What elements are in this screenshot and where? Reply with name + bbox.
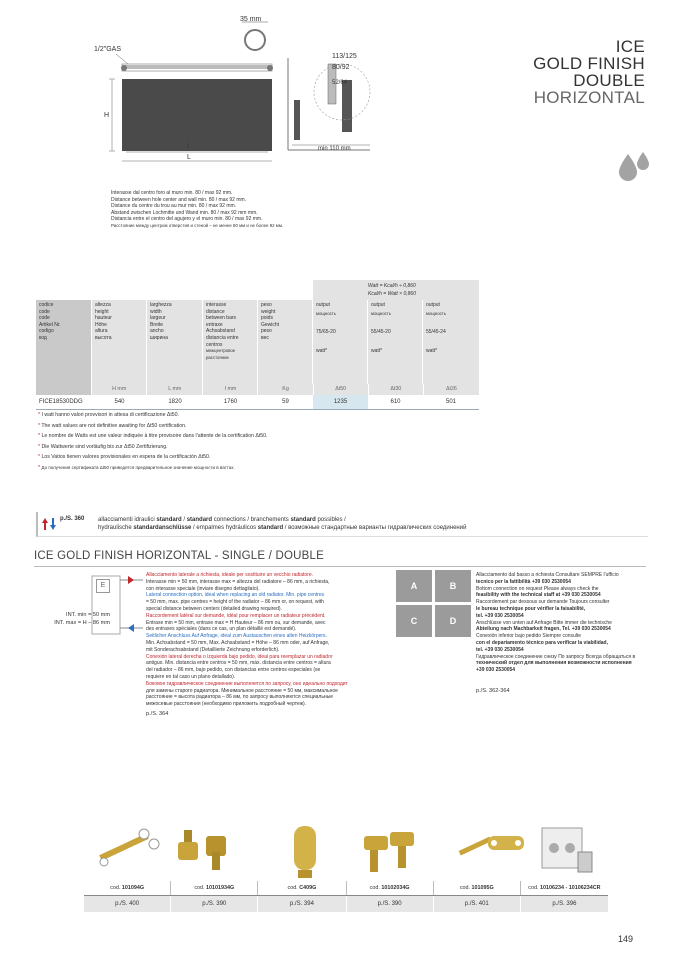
text-line: для замены старого радиатора. Минимальное расстояние = 50 мм, максимальное bbox=[146, 687, 338, 694]
text-line: mit Sonderachsabstand (Detaillierte Zeichnung erforderlich). bbox=[146, 646, 280, 653]
hdr: centros bbox=[206, 341, 223, 348]
text-line: con interasse speciale (inviare disegno dettagliato). bbox=[146, 585, 260, 592]
thermostatic-head-icon bbox=[294, 826, 316, 878]
hdr: 55/45-20 bbox=[371, 329, 391, 336]
t: possibles / bbox=[315, 517, 346, 523]
col-output-3-header bbox=[423, 300, 479, 384]
text-line: Anschlüsse von unten auf Anfrage Bitte immer die technische bbox=[476, 619, 612, 626]
t: 101094G bbox=[121, 885, 145, 891]
text-line: = 50 mm, max. pipe centres = height of the radiator – 86 mm or, on request, with bbox=[146, 599, 324, 606]
acc-page[interactable]: p./S. 390 bbox=[170, 896, 257, 912]
note-line: Distance between hole center and wall min. 80 / max 92 mm. bbox=[111, 196, 247, 203]
hdr: мощность bbox=[316, 310, 336, 316]
hdr: ancho bbox=[150, 328, 164, 335]
row-output-1: 1235 bbox=[313, 395, 368, 409]
t: 10106234 - 10106234CR bbox=[539, 885, 601, 891]
accessory-table bbox=[84, 881, 608, 911]
t: / возможные стандартные варианты гидравлических соединений bbox=[283, 525, 467, 531]
hdr: peso bbox=[261, 302, 272, 308]
hdr: Höhe bbox=[95, 321, 107, 328]
text-line: Raccordement par dessous sur demande Toujours consulter bbox=[476, 599, 610, 606]
unit-kg: Kg bbox=[258, 384, 313, 395]
unit-l: L mm bbox=[147, 384, 203, 395]
footnote: * Le nombre de Watts est une valeur indiquée à titre provisoire dans l'attente de la certification Δt50. bbox=[38, 433, 268, 440]
col-code-header bbox=[36, 300, 92, 384]
text-line: tel. +39 030 2530054 bbox=[476, 646, 524, 653]
hdr: код bbox=[39, 334, 47, 341]
text-line: le bureau technique pour vérifier la faisabilité, bbox=[476, 605, 586, 612]
hdr: Gewicht bbox=[261, 321, 280, 328]
dim-52-64: 52/64 bbox=[332, 80, 348, 86]
interaxis-label: I bbox=[187, 143, 189, 150]
unit-dt26: Δt26 bbox=[424, 384, 479, 395]
row-i: 1760 bbox=[223, 399, 238, 405]
height-label: H bbox=[104, 112, 110, 119]
connections-page-ref[interactable]: p./S. 360 bbox=[60, 516, 85, 522]
hdr: distance bbox=[206, 308, 225, 315]
text-line: Conexión lateral derecha o izquierda bajo pedido, ideal para reemplazar un radiador bbox=[146, 653, 333, 660]
int-labels bbox=[54, 611, 110, 627]
side-connection-text bbox=[146, 572, 376, 708]
int-min: INT. min = 50 mm bbox=[66, 612, 110, 618]
hdr: высота bbox=[95, 334, 112, 341]
min-110-label: min 110 mm bbox=[318, 146, 351, 152]
hdr: entraxe bbox=[206, 321, 223, 328]
acc-code bbox=[346, 881, 433, 895]
unit-i: I mm bbox=[203, 384, 258, 395]
hdr: watt* bbox=[371, 347, 383, 354]
t: cod. bbox=[459, 885, 472, 891]
section-title: ICE GOLD FINISH HORIZONTAL - SINGLE / DOUBLE bbox=[34, 550, 324, 562]
hdr: weight bbox=[261, 308, 276, 315]
text-line: Abteilung nach Machbarkeit fragen, Tel. +39 030 2530054 bbox=[476, 626, 611, 633]
t: allacciamenti idraulici bbox=[98, 517, 157, 523]
col-interaxis-header bbox=[203, 300, 258, 384]
text-line: Seitlicher Anschluss Auf Anfrage, ideal zum Austauschen eines alten Heizkörpers. bbox=[146, 633, 327, 640]
hdr: Breite bbox=[150, 321, 164, 328]
t: cod. bbox=[110, 885, 122, 891]
dim-80-92: 80/92 bbox=[332, 64, 350, 71]
watt-note-1: Watt = Kcal/h ÷ 0,860 bbox=[368, 283, 416, 289]
t: standard bbox=[156, 517, 182, 523]
col-height-header bbox=[92, 300, 147, 384]
footnote: * I watt hanno valori provvisori in attesa di certificazione Δt50. bbox=[38, 412, 180, 418]
hdr: altura bbox=[95, 328, 108, 335]
hdr: output bbox=[371, 302, 385, 308]
hdr: 55/45-24 bbox=[426, 329, 446, 336]
text-line: Conexión inferior bajo pedido Siempre consulte bbox=[476, 633, 582, 640]
text-line: con el departamento técnico para verificar la viabilidad, bbox=[476, 639, 608, 646]
title-subtitle: HORIZONTAL bbox=[533, 88, 645, 107]
text-line: расстояние = высота радиатора – 86 мм, по запросу выполняются специальные bbox=[146, 694, 334, 701]
hdr: poids bbox=[261, 315, 273, 322]
unit-dt50: Δt50 bbox=[314, 384, 369, 395]
interaxis-notes bbox=[111, 190, 283, 230]
row-h: 540 bbox=[114, 399, 125, 405]
text-line: des entraxes spéciales (dans ce cas, un plan détaillé est demandé). bbox=[146, 626, 297, 633]
text-line: special distance between centers (detailed drawing required). bbox=[146, 605, 282, 612]
gas-label: 1/2"GAS bbox=[94, 46, 121, 53]
hdr: Artikel Nr. bbox=[39, 321, 61, 328]
t: cod. bbox=[194, 885, 206, 891]
t: 10102034G bbox=[381, 885, 410, 891]
hdr: width bbox=[150, 308, 162, 315]
int-max: INT. max = H – 86 mm bbox=[54, 620, 110, 626]
text-line: Allacciamento dal basso a richiesta Consultare SEMPRE l'ufficio bbox=[476, 572, 619, 578]
hdr: peso bbox=[261, 328, 272, 335]
text-line: межосевые расстояния (необходимо приложить подробный чертеж). bbox=[146, 701, 307, 708]
hdr: output bbox=[316, 302, 330, 308]
tab-d[interactable]: D bbox=[435, 605, 471, 637]
hdr: межцентровое bbox=[206, 348, 236, 354]
col-output-2-header bbox=[368, 300, 423, 384]
text-line: Гидравлическое соединение снизу По запросу Всегда обращаться в bbox=[476, 653, 636, 660]
text-line: +39 030 2530054 bbox=[476, 667, 516, 674]
hdr: altezza bbox=[95, 302, 111, 308]
angle-valve-icon bbox=[178, 830, 226, 870]
unit-h: H mm bbox=[92, 384, 147, 395]
t: connections / branchements bbox=[212, 517, 291, 523]
text-line: Allacciamento laterale a richiesta, ideale per sostituire un vecchio radiatore. bbox=[146, 572, 314, 578]
t: 10101934G bbox=[206, 885, 235, 891]
note-line: Abstand zwischen Lochmitte und Wand min. 80 / max 92 mm mm. bbox=[111, 209, 258, 216]
units-row bbox=[36, 384, 479, 395]
tab-a[interactable]: A bbox=[396, 570, 432, 602]
footnotes bbox=[38, 410, 267, 474]
dim-113-125: 113/125 bbox=[332, 53, 357, 60]
side-page-ref[interactable]: p./S. 364 bbox=[146, 711, 169, 717]
abcd-tabs bbox=[396, 570, 471, 637]
wall-bracket-icon bbox=[542, 828, 592, 872]
t: standardanschlüsse bbox=[133, 525, 192, 531]
text-line: Lateral connection option, ideal when replacing an old radiator. Min. pipe centres bbox=[146, 592, 325, 599]
title-line-3: DOUBLE bbox=[573, 71, 645, 90]
hdr: codice bbox=[39, 302, 54, 308]
hdr: largeur bbox=[150, 315, 166, 322]
note-line: Distancia entre el centro del agujero y el muro min. 80 / max 92 mm. bbox=[111, 216, 263, 223]
acc-page[interactable]: p./S. 390 bbox=[346, 896, 433, 912]
text-line: tecnico per la fattibilità +39 030 2530054 bbox=[476, 578, 571, 585]
text-line: feasibility with the technical staff at +39 030 2530054 bbox=[476, 592, 601, 599]
title-line-1: ICE bbox=[615, 37, 645, 56]
t: C409G bbox=[299, 885, 317, 891]
text-line: tel. +39 030 2530054 bbox=[476, 612, 524, 619]
connections-strip bbox=[36, 512, 648, 537]
t: cod. bbox=[528, 885, 540, 891]
hdr: output bbox=[426, 302, 440, 308]
hdr: interasse bbox=[206, 302, 227, 308]
accessory-codes-row bbox=[84, 881, 608, 896]
hdr: height bbox=[95, 308, 109, 315]
acc-code bbox=[520, 881, 608, 895]
hdr: мощность bbox=[426, 310, 446, 316]
flow-arrows-icon bbox=[41, 516, 57, 532]
tab-b[interactable]: B bbox=[435, 570, 471, 602]
hdr: 75/65-20 bbox=[316, 329, 336, 336]
footnote-text: The watt values are not definitive awaiting for Δt50 certification. bbox=[41, 422, 187, 429]
t: / empalmes hydráulicos bbox=[191, 525, 258, 531]
acc-page[interactable]: p./S. 396 bbox=[520, 896, 608, 912]
dim-35mm: 35 mm bbox=[240, 16, 262, 23]
unit-dt30: Δt30 bbox=[369, 384, 424, 395]
row-l: 1820 bbox=[168, 399, 182, 405]
hdr: ширина bbox=[150, 334, 168, 341]
valve-set-icon bbox=[364, 832, 414, 872]
bottom-connection-text bbox=[476, 572, 656, 674]
t: cod. bbox=[369, 885, 382, 891]
title-line-2: GOLD FINISH bbox=[533, 54, 645, 73]
hdr: вес bbox=[261, 334, 269, 341]
text-line: Bottom connection on request Please always check the bbox=[476, 585, 599, 592]
hdr: distancia entre bbox=[206, 334, 239, 341]
acc-code bbox=[433, 881, 520, 895]
footnote-text: I watt hanno valori provvisori in attesa di certificazione Δt50. bbox=[41, 412, 180, 418]
text-line: requiere en tal caso un plano detallado). bbox=[146, 673, 236, 680]
footnote: * Los Vatios tienen valores provisionales en espera de la certificación Δt50. bbox=[38, 454, 211, 461]
text-line: antiguo. Min. distancia entre centros = 50 mm, máx. distancia entre centros = altura bbox=[146, 660, 331, 667]
accessory-pages-row bbox=[84, 896, 608, 912]
hdr: Achsabstand bbox=[206, 328, 235, 335]
tab-c[interactable]: C bbox=[396, 605, 432, 637]
text-line: del radiador – 86 mm, bajo pedido, con distancias entre centros especiales (se bbox=[146, 667, 321, 674]
t: standard bbox=[186, 517, 213, 523]
text-line: Боковое гидравлическое соединение выполняется по запросу, оно идеально подходит bbox=[146, 680, 348, 687]
hdr: watt* bbox=[426, 347, 438, 354]
hdr: larghezza bbox=[150, 302, 172, 308]
t: hydraulische bbox=[98, 525, 134, 531]
footnote: * До получения сертификата Δt50 приводятся предварительное значение мощности в ваттах. bbox=[38, 464, 235, 471]
bottom-page-ref[interactable]: p./S. 362-364 bbox=[476, 688, 510, 694]
water-drops-icon bbox=[615, 150, 651, 186]
extension-kit-icon bbox=[459, 836, 524, 855]
t: / bbox=[181, 517, 187, 523]
t: standard bbox=[290, 517, 316, 523]
col-width-header bbox=[147, 300, 203, 384]
hdr: мощность bbox=[371, 310, 391, 316]
hdr: code bbox=[39, 315, 50, 322]
row-output-2: 610 bbox=[390, 399, 401, 405]
hdr: between bars bbox=[206, 315, 237, 322]
acc-code bbox=[257, 881, 345, 895]
footnote-text: До получения сертификата Δt50 приводятся предварительное значение мощности в ваттах. bbox=[41, 464, 235, 470]
t: 101095G bbox=[471, 885, 494, 891]
footnote-text: Die Wattwerte sind vorläufig bis zur Δt50 Zertifizierung. bbox=[41, 443, 168, 450]
table-row bbox=[36, 395, 479, 410]
accessory-images bbox=[84, 822, 608, 882]
text-line: Entraxe min = 50 mm, entraxe max = H Hauteur – 86 mm ou, sur demande, avec bbox=[146, 619, 326, 626]
row-code: FICE18530DDG bbox=[39, 399, 83, 405]
acc-page[interactable]: p./S. 400 bbox=[115, 901, 140, 907]
text-line: Raccordement latéral sur demande, idéal pour remplacer un radiateur précédent. bbox=[146, 612, 326, 619]
hdr: codigo bbox=[39, 328, 54, 335]
col-output-1-header bbox=[313, 300, 368, 384]
length-label: L bbox=[187, 154, 191, 161]
spec-table bbox=[36, 300, 479, 410]
note-line: Distance du centre du trou au mur min. 80 / max 92 mm. bbox=[111, 203, 237, 210]
footnote-text: Los Vatios tienen valores provisionales en espera de la certificación Δt50. bbox=[41, 454, 211, 461]
text-line: Min. Achsabstand = 50 mm, Max. Achsabstand = Höhe – 86 mm oder, auf Anfrage, bbox=[146, 639, 330, 646]
note-line: Interasse dal centro foro al muro min. 80 / max 92 mm. bbox=[111, 190, 233, 196]
note-line: Расстояние между центром отверстия и стеной – не менее 80 мм и не более 92 мм. bbox=[111, 222, 284, 228]
acc-code bbox=[84, 881, 170, 895]
text-line: Interasse min = 50 mm, interasse max = altezza del radiatore – 86 mm, a richiesta, bbox=[146, 578, 330, 585]
valve-kit-icon bbox=[99, 829, 159, 866]
footnote-text: Le nombre de Watts est une valeur indiquée à titre provisoire dans l'attente de la certification Δt50. bbox=[41, 433, 268, 440]
connections-text bbox=[98, 516, 466, 532]
hdr: watt* bbox=[316, 347, 328, 354]
e-label: E bbox=[96, 579, 110, 593]
acc-page[interactable]: p./S. 394 bbox=[257, 896, 345, 912]
col-weight-header bbox=[258, 300, 313, 384]
hdr: расстояние bbox=[206, 354, 229, 360]
acc-code bbox=[170, 881, 257, 895]
row-output-3: 501 bbox=[445, 399, 456, 405]
text-line: технический отдел для выполнения возможности исполнения bbox=[476, 660, 632, 667]
footnote: * Die Wattwerte sind vorläufig bis zur Δt50 Zertifizierung. bbox=[38, 443, 168, 450]
page-number: 149 bbox=[618, 934, 634, 944]
row-kg: 59 bbox=[282, 399, 289, 405]
t: standard bbox=[257, 525, 284, 531]
acc-page[interactable]: p./S. 401 bbox=[433, 896, 520, 912]
watt-note-2: Kcal/h = Watt × 0,860 bbox=[368, 291, 416, 297]
watt-note-header bbox=[313, 280, 479, 300]
hdr: code bbox=[39, 308, 50, 315]
hdr: hauteur bbox=[95, 315, 112, 322]
section-divider bbox=[34, 566, 646, 567]
product-title bbox=[533, 38, 645, 106]
t: cod. bbox=[287, 885, 300, 891]
footnote: * The watt values are not definitive awaiting for Δt50 certification. bbox=[38, 422, 187, 429]
